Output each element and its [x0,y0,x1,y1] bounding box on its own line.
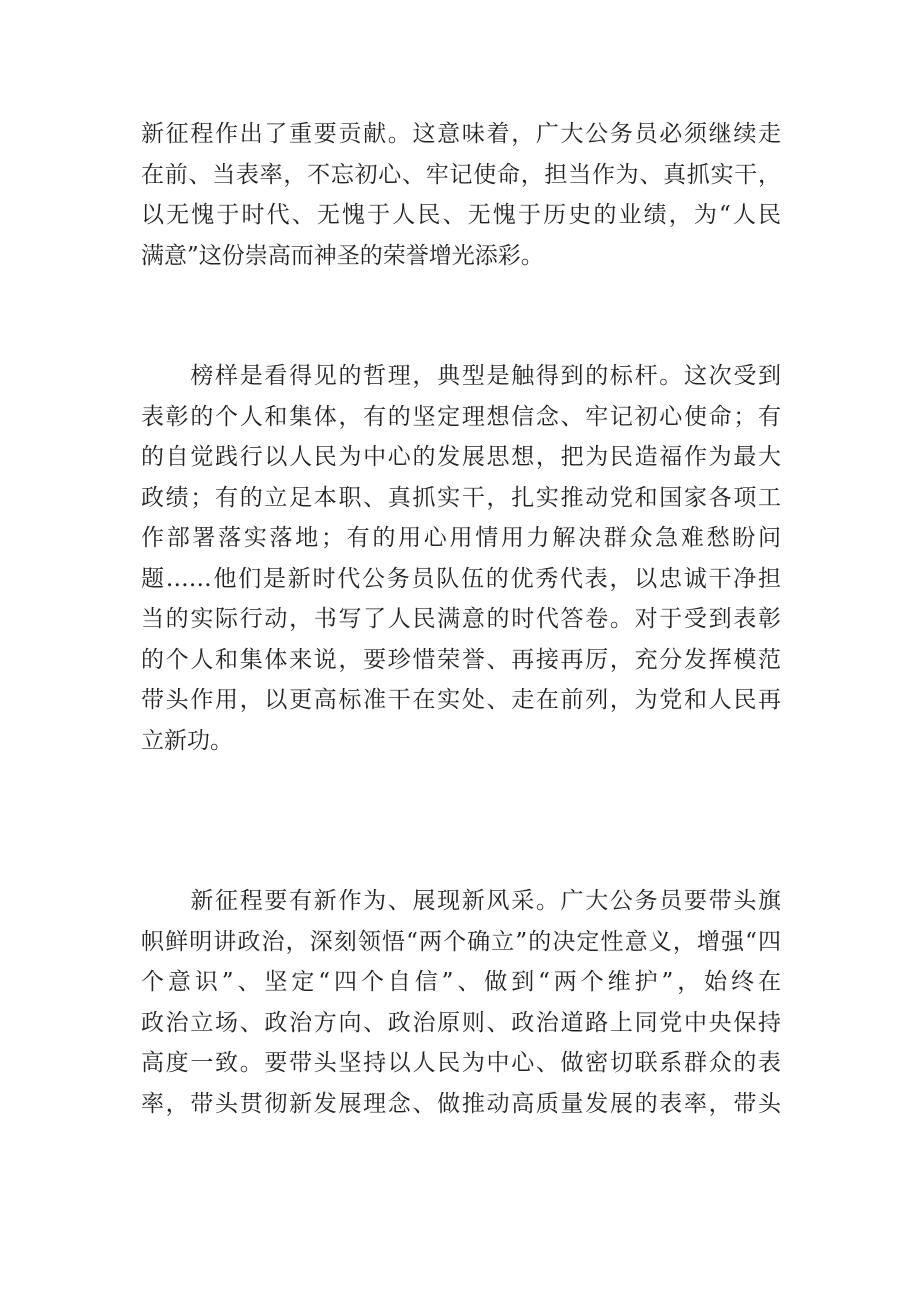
paragraph-line: 作部署落实落地；有的用心用情用力解决群众急难愁盼问 [141,525,781,551]
paragraph-line: 题……他们是新时代公务员队伍的优秀代表，以忠诚干净担 [141,565,781,592]
paragraph-line: 的自觉践行以人民为中心的发展思想，把为民造福作为最大 [141,444,781,470]
paragraph-line: 榜样是看得见的哲理，典型是触得到的标杆。这次受到 [141,363,781,389]
paragraph-line: 满意”这份崇高而神圣的荣誉增光添彩。 [141,242,544,269]
paragraph-line: 立新功。 [141,727,233,754]
paragraph-line: 新征程要有新作为、展现新风采。广大公务员要带头旗 [141,888,781,914]
paragraph-3 [141,881,781,1124]
paragraph-line: 带头作用，以更高标准干在实处、走在前列，为党和人民再 [141,687,781,713]
paragraph-line: 高度一致。要带头坚持以人民为中心、做密切联系群众的表 [141,1050,781,1076]
paragraph-line: 的个人和集体来说，要珍惜荣誉、再接再厉，充分发挥模范 [141,646,781,673]
paragraph-line: 表彰的个人和集体，有的坚定理想信念、牢记初心使命；有 [141,403,781,430]
paragraph-line: 当的实际行动，书写了人民满意的时代答卷。对于受到表彰 [141,606,781,632]
paragraph-1 [141,114,781,276]
paragraph-line: 个意识”、坚定“四个自信”、做到“两个维护”，始终在 [141,969,781,995]
paragraph-line: 以无愧于时代、无愧于人民、无愧于历史的业绩，为“人民 [141,202,781,228]
paragraph-line: 政绩；有的立足本职、真抓实干，扎实推动党和国家各项工 [141,484,781,511]
paragraph-2 [141,356,781,761]
paragraph-line: 新征程作出了重要贡献。这意味着，广大公务员必须继续走 [141,121,781,147]
paragraph-line: 帜鲜明讲政治，深刻领悟“两个确立”的决定性意义，增强“四 [141,928,781,955]
paragraph-line: 率，带头贯彻新发展理念、做推动高质量发展的表率，带头 [141,1090,781,1117]
paragraph-line: 在前、当表率，不忘初心、牢记使命，担当作为、真抓实干， [141,161,781,188]
paragraph-line: 政治立场、政治方向、政治原则、政治道路上同党中央保持 [141,1009,781,1036]
